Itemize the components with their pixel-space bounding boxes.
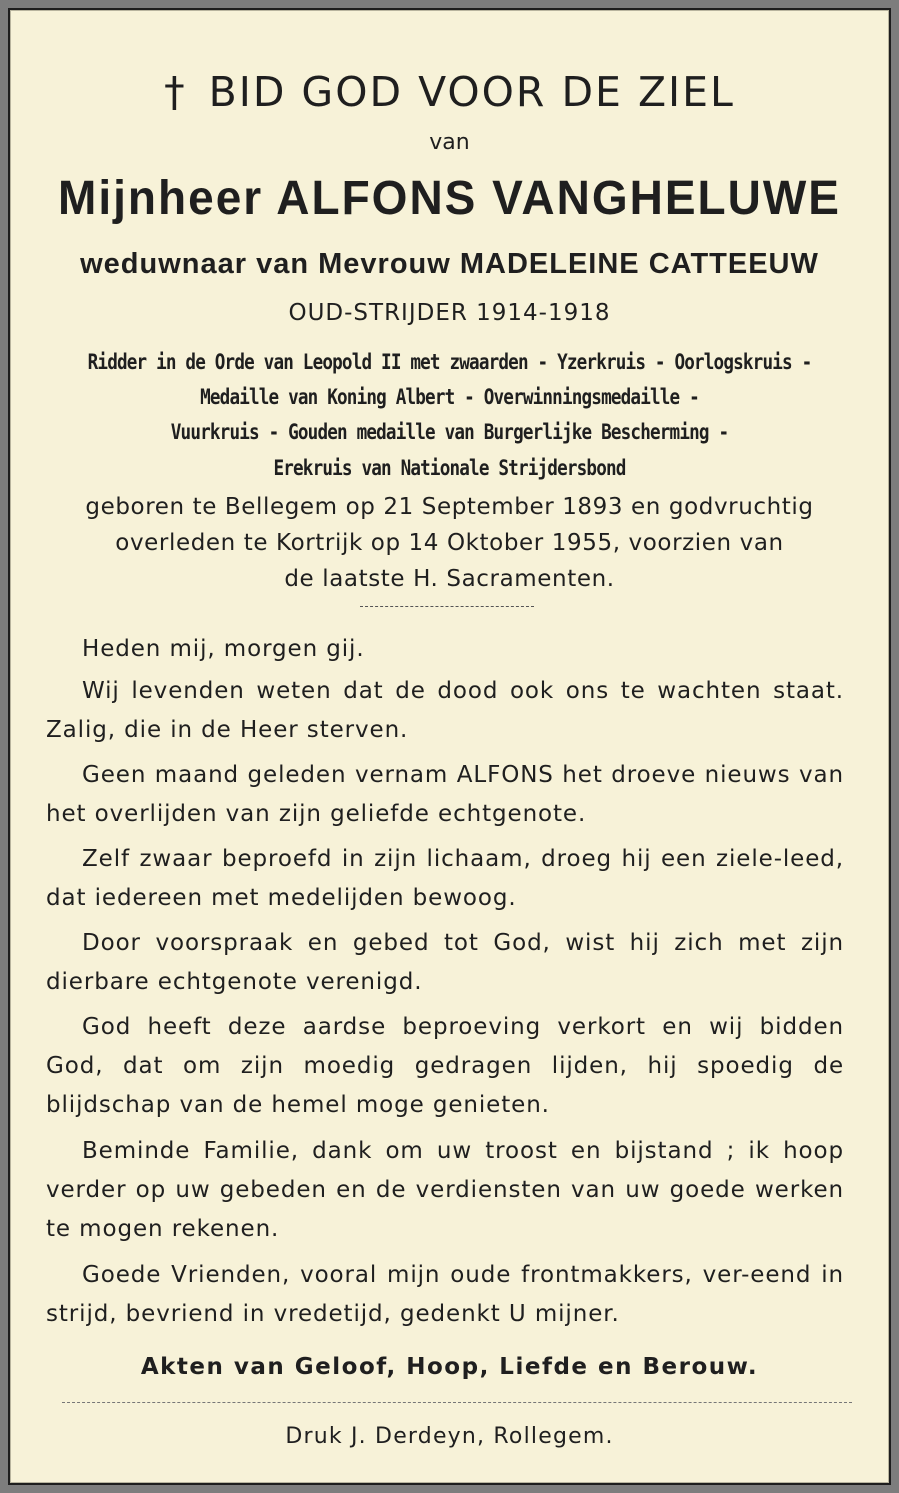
honors-line: Ridder in de Orde van Leopold II met zwaarden - Yzerkruis - Oorlogskruis - [87,350,812,374]
deceased-name: Mijnheer ALFONS VANGHELUWE [58,169,841,225]
paragraph: Beminde Familie, dank om uw troost en bijstand ; ik hoop verder op uw gebeden en de verdiensten van uw goede werken te mogen rekenen. [46,1138,844,1242]
divider [360,606,534,607]
widower-line: weduwnaar van Mevrouw MADELEINE CATTEEUW [80,248,819,280]
paragraph: Zelf zwaar beproefd in zijn lichaam, droeg hij een ziele-leed, dat iedereen met medelijden bewoog. [46,846,844,911]
birth-death-line: de laatste H. Sacramenten. [284,566,615,592]
paragraph: Wij levenden weten dat de dood ook ons te wachten staat. Zalig, die in de Heer sterven. [46,678,844,743]
paragraph: Heden mij, morgen gij. [82,636,365,662]
paragraph: Geen maand geleden vernam ALFONS het droeve nieuws van het overlijden van zijn geliefde echtgenote. [46,762,844,827]
prayer-title-text: BID GOD VOOR DE ZIEL [208,68,735,116]
printer-credit: Druk J. Derdeyn, Rollegem. [285,1424,614,1449]
paragraph: Goede Vrienden, vooral mijn oude frontmakkers, ver-eend in strijd, bevriend in vredetijd, gedenkt U mijner. [46,1262,844,1327]
birth-death-line: geboren te Bellegem op 21 September 1893 en godvruchtig [85,494,814,520]
prayer-title [10,68,889,116]
divider [62,1402,852,1403]
memorial-card [8,8,891,1485]
paragraph: God heeft deze aardse beproeving verkort en wij bidden God, dat om zijn moedig gedragen lijden, hij spoedig de blijdschap van de hemel moge genieten. [46,1014,844,1118]
birth-death-line: overleden te Kortrijk op 14 Oktober 1955, voorzien van [115,530,784,556]
acts-of-faith: Akten van Geloof, Hoop, Liefde en Berouw. [140,1354,759,1380]
honors-line: Medaille van Koning Albert - Overwinningsmedaille - [200,385,699,409]
honors-line: Erekruis van Nationale Strijdersbond [273,456,626,480]
veteran-line: OUD-STRIJDER 1914-1918 [288,300,611,326]
cross-icon: † [164,68,187,116]
van-label: van [429,130,470,155]
honors-line: Vuurkruis - Gouden medaille van Burgerlijke Bescherming - [170,420,729,444]
paragraph: Door voorspraak en gebed tot God, wist hij zich met zijn dierbare echtgenote verenigd. [46,930,844,995]
